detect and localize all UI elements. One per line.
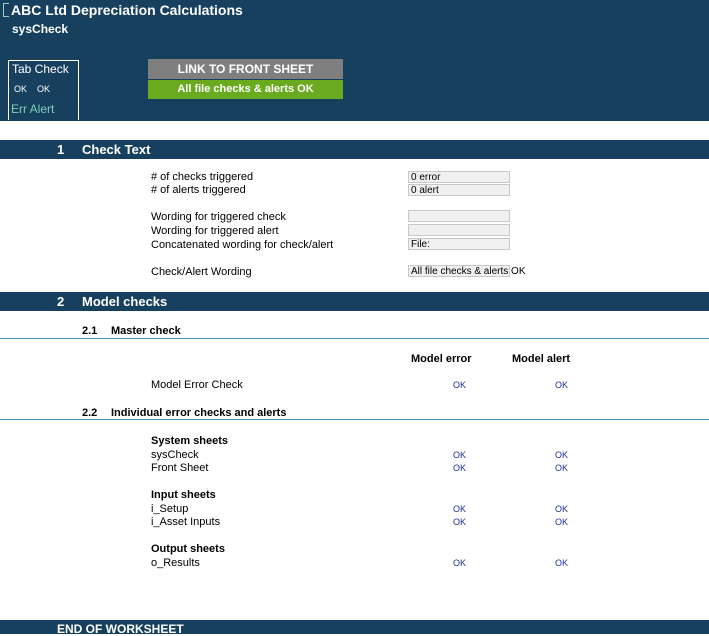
sheet-header [0,0,709,121]
row-error-o-results: OK [453,558,467,568]
row-alert-front-sheet: OK [555,463,569,473]
triggered-alert-wording-value[interactable] [408,224,510,236]
checks-triggered-value[interactable]: 0 error [408,171,510,183]
group-title-input-sheets: Input sheets [151,489,216,501]
section-title: Check Text [82,142,151,157]
section-title: Model checks [82,294,168,309]
link-to-front-sheet-button[interactable]: LINK TO FRONT SHEET [148,59,343,79]
alerts-triggered-value[interactable]: 0 alert [408,184,510,196]
row-alert-i-setup: OK [555,504,569,514]
row-error-i-setup: OK [453,504,467,514]
sheet-title: ABC Ltd Depreciation Calculations [11,2,243,18]
alerts-triggered-label: # of alerts triggered [151,184,246,196]
row-alert-o-results: OK [555,558,569,568]
row-error-i-asset-inputs: OK [453,517,467,527]
section-number: 2 [57,294,65,309]
end-of-worksheet-bar [0,620,709,634]
tab-check-label: Tab Check [12,62,69,76]
subsection-title-master-check: Master check [111,325,181,337]
subsection-divider [0,338,709,339]
row-label-i-setup: i_Setup [151,503,189,515]
row-error-front-sheet: OK [453,463,467,473]
subsection-number: 2.1 [82,325,98,337]
check-alert-wording-label: Check/Alert Wording [151,266,252,278]
checks-triggered-label: # of checks triggered [151,171,254,183]
model-error-check-error: OK [453,380,467,390]
row-label-front-sheet: Front Sheet [151,462,209,474]
section-2-bar [0,292,709,311]
row-label-syscheck: sysCheck [151,449,199,461]
col-header-model-error: Model error [411,353,472,365]
concatenated-wording-label: Concatenated wording for check/alert [151,239,334,251]
check-alert-wording-value[interactable]: All file checks & alerts OK [408,265,510,277]
section-1-bar [0,140,709,159]
err-alert-label: Err Alert [11,102,55,116]
subsection-number: 2.2 [82,407,98,419]
col-header-model-alert: Model alert [512,353,571,365]
row-label-i-asset-inputs: i_Asset Inputs [151,516,221,528]
row-alert-syscheck: OK [555,450,569,460]
row-alert-i-asset-inputs: OK [555,517,569,527]
cell-cursor-icon [3,3,9,17]
concatenated-wording-value[interactable]: File: [408,238,510,250]
subsection-divider [0,419,709,420]
subsection-title-individual-checks: Individual error checks and alerts [111,407,287,419]
section-number: 1 [57,142,65,157]
row-error-syscheck: OK [453,450,467,460]
triggered-alert-wording-label: Wording for triggered alert [151,225,279,237]
end-of-worksheet-label: END OF WORKSHEET [57,622,184,636]
triggered-check-wording-label: Wording for triggered check [151,211,286,223]
tab-check-alert-status: OK [37,84,51,94]
tab-check-error-status: OK [14,84,28,94]
group-title-system-sheets: System sheets [151,435,229,447]
file-status-banner: All file checks & alerts OK [148,80,343,99]
model-error-check-label: Model Error Check [151,379,243,391]
sheet-subtitle: sysCheck [12,22,69,36]
row-label-o-results: o_Results [151,557,200,569]
triggered-check-wording-value[interactable] [408,210,510,222]
group-title-output-sheets: Output sheets [151,543,225,555]
model-error-check-alert: OK [555,380,569,390]
